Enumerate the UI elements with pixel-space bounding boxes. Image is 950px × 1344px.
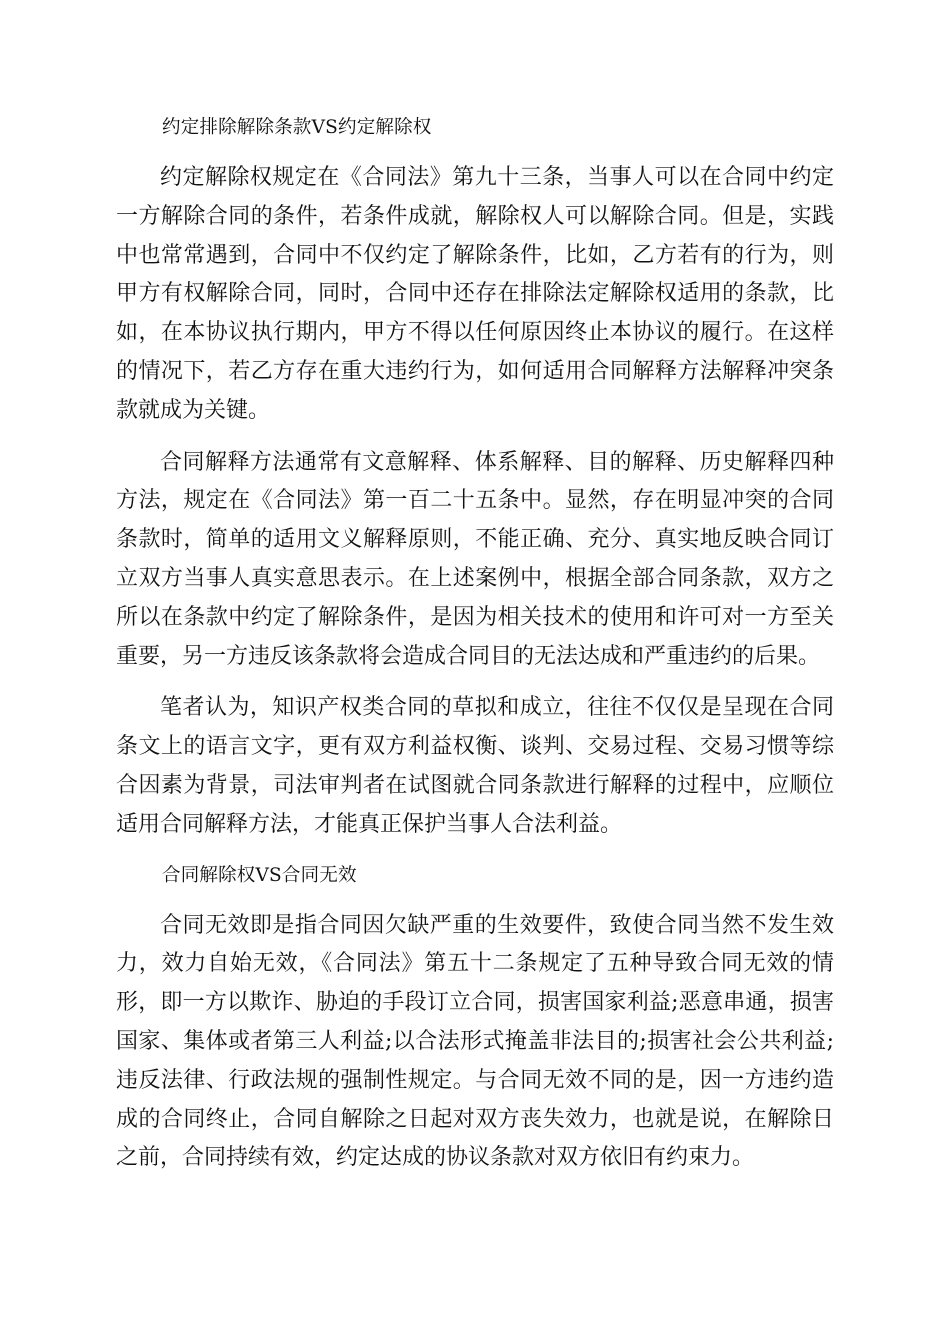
paragraph-3: 笔者认为，知识产权类合同的草拟和成立，往往不仅仅是呈现在合同条文上的语言文字，更有双方利益权衡、谈判、交易过程、交易习惯等综合因素为背景，司法审判者在试图就合同条款进行解释的过程中，应顺位适用合同解释方法，才能真正保护当事人合法利益。 [116,695,834,837]
section-heading-1: 约定排除解除条款VS约定解除权 [162,117,432,138]
paragraph-4: 合同无效即是指合同因欠缺严重的生效要件，致使合同当然不发生效力，效力自始无效，《合同法》第五十二条规定了五种导致合同无效的情形，即一方以欺诈、胁迫的手段订立合同，损害国家利益;恶意串通，损害国家、集体或者第三人利益;以合法形式掩盖非法目的;损害社会公共利益;违反法律、行政法规的强制性规定。与合同无效不同的是，因一方违约造成的合同终止，合同自解除之日起对双方丧失效力，也就是说，在解除日之前，合同持续有效，约定达成的协议条款对双方依旧有约束力。 [116,912,834,1171]
document-body [116,110,834,1191]
section-heading-2: 合同解除权VS合同无效 [162,864,357,886]
paragraph-2: 合同解释方法通常有文意解释、体系解释、目的解释、历史解释四种方法，规定在《合同法》第一百二十五条中。显然，存在明显冲突的合同条款时，简单的适用文义解释原则，不能正确、充分、真实地反映合同订立双方当事人真实意思表示。在上述案例中，根据全部合同条款，双方之所以在条款中约定了解除条件，是因为相关技术的使用和许可对一方至关重要，另一方违反该条款将会造成合同目的无法达成和严重违约的后果。 [116,449,834,669]
paragraph-1: 约定解除权规定在《合同法》第九十三条，当事人可以在合同中约定一方解除合同的条件，若条件成就，解除权人可以解除合同。但是，实践中也常常遇到，合同中不仅约定了解除条件，比如，乙方若有的行为，则甲方有权解除合同，同时，合同中还存在排除法定解除权适用的条款，比如，在本协议执行期内，甲方不得以任何原因终止本协议的履行。在这样的情况下，若乙方存在重大违约行为，如何适用合同解释方法解释冲突条款就成为关键。 [116,165,834,423]
